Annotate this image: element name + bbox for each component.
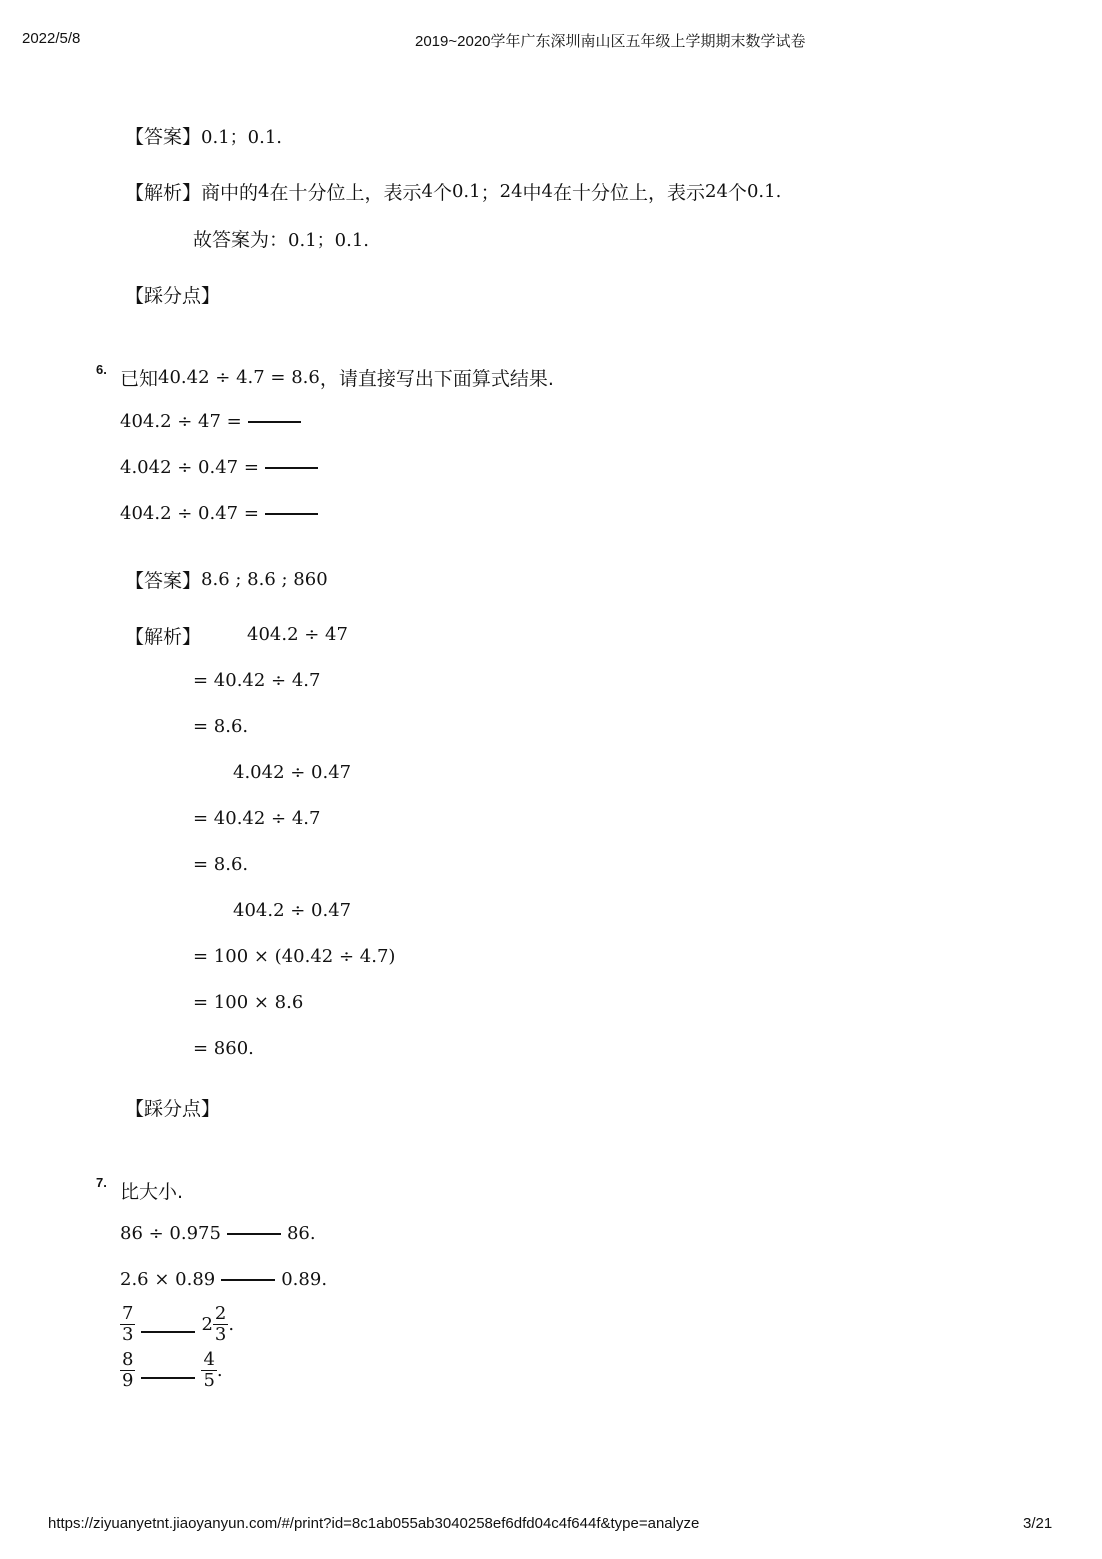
fraction [120,1350,135,1391]
item-expression: 4.042 ÷ 0.47 = [120,457,259,478]
answer-value: 0.1；0.1. [201,126,282,148]
q5-points-tag: 【踩分点】 [125,285,221,307]
analysis-step: = 100 × (40.42 ÷ 4.7) [193,946,396,967]
q7-stem: 比大小. [120,1181,184,1203]
analysis-text: 个 [432,182,452,204]
q5-answer [125,122,282,149]
analysis-step: 404.2 ÷ 0.47 [233,900,352,921]
answer-tag: 【答案】 [125,126,202,148]
footer-page: 3/21 [1023,1515,1053,1532]
numerator: 2 [214,1303,227,1324]
compare-right: 86. [286,1223,316,1244]
analysis-text: 个 [727,182,747,204]
analysis-math: 24 [499,181,523,202]
analysis-math: 0.1. [746,181,782,202]
analysis-step: = 860. [193,1038,254,1059]
analysis-tag: 【解析】 [125,182,202,204]
q6-points-tag: 【踩分点】 [125,1098,221,1120]
answer-blank[interactable] [227,1232,281,1235]
answer-blank[interactable] [265,466,318,469]
answer-value: 8.6 ; 8.6 ; 860 [201,569,328,590]
compare-left: 86 ÷ 0.975 [120,1223,221,1244]
analysis-text: 在十分位上，表示 [269,182,422,204]
answer-blank[interactable] [265,512,318,515]
q6-number: 6. [96,362,107,377]
analysis-math: 4 [258,181,270,202]
q7-row [120,1304,234,1345]
header-date: 2022/5/8 [22,30,81,47]
header-title: 2019~2020学年广东深圳南山区五年级上学期期末数学试卷 [415,33,806,50]
numerator: 7 [122,1303,134,1324]
analysis-step: 404.2 ÷ 47 [247,624,348,645]
numerator: 8 [122,1349,134,1370]
period: . [216,1360,223,1381]
compare-left: 2.6 × 0.89 [120,1269,216,1290]
compare-right: 0.89. [281,1269,328,1290]
fraction [213,1304,228,1345]
q6-stem [120,364,554,391]
q7-row [120,1350,223,1391]
denominator: 3 [214,1324,227,1345]
item-expression: 404.2 ÷ 0.47 = [120,503,259,524]
answer-blank[interactable] [141,1330,195,1333]
analysis-math: 0.1 [451,181,481,202]
analysis-text: 商中的 [201,182,259,204]
answer-blank[interactable] [141,1376,195,1379]
analysis-step: 4.042 ÷ 0.47 [233,762,352,783]
period: . [228,1314,235,1335]
q6-item [120,503,324,524]
q7-row [120,1269,327,1290]
analysis-step: = 40.42 ÷ 4.7 [193,670,321,691]
fraction [201,1350,216,1391]
mixed-whole: 2 [201,1314,213,1335]
analysis-math: 24 [705,181,728,202]
q5-conclusion [193,225,369,252]
stem-text: 已知 [120,368,159,390]
stem-text: ，请直接写出下面算式结果. [319,368,554,390]
denominator: 5 [203,1370,215,1391]
conclusion-label: 故答案为： [193,229,289,251]
numerator: 4 [203,1349,215,1370]
analysis-text: 在十分位上，表示 [553,182,706,204]
answer-blank[interactable] [221,1278,275,1281]
analysis-step: = 8.6. [193,854,249,875]
analysis-step: = 100 × 8.6 [193,992,304,1013]
q6-answer [125,566,328,593]
analysis-step: = 8.6. [193,716,249,737]
q7-number: 7. [96,1175,107,1190]
stem-math: 40.42 ÷ 4.7 = 8.6 [158,367,320,388]
fraction [120,1304,135,1345]
denominator: 9 [122,1370,134,1391]
item-expression: 404.2 ÷ 47 = [120,411,242,432]
q7-row [120,1223,316,1244]
footer-url: https://ziyuanyetnt.jiaoyanyun.com/#/print?id=8c1ab055ab3040258ef6dfd04c4f644f&type=analyze [48,1515,700,1532]
denominator: 3 [122,1324,134,1345]
q5-analysis [125,178,781,205]
analysis-math: 4 [421,181,433,202]
analysis-step: = 40.42 ÷ 4.7 [193,808,321,829]
analysis-math: 4 [541,181,553,202]
q6-item [120,457,324,478]
analysis-text: 中 [522,182,542,204]
q6-analysis-tag: 【解析】 [125,626,202,648]
answer-tag: 【答案】 [125,570,202,592]
q6-item [120,411,307,432]
answer-blank[interactable] [248,420,301,423]
analysis-text: ； [480,182,500,204]
conclusion-value: 0.1；0.1. [288,229,369,251]
